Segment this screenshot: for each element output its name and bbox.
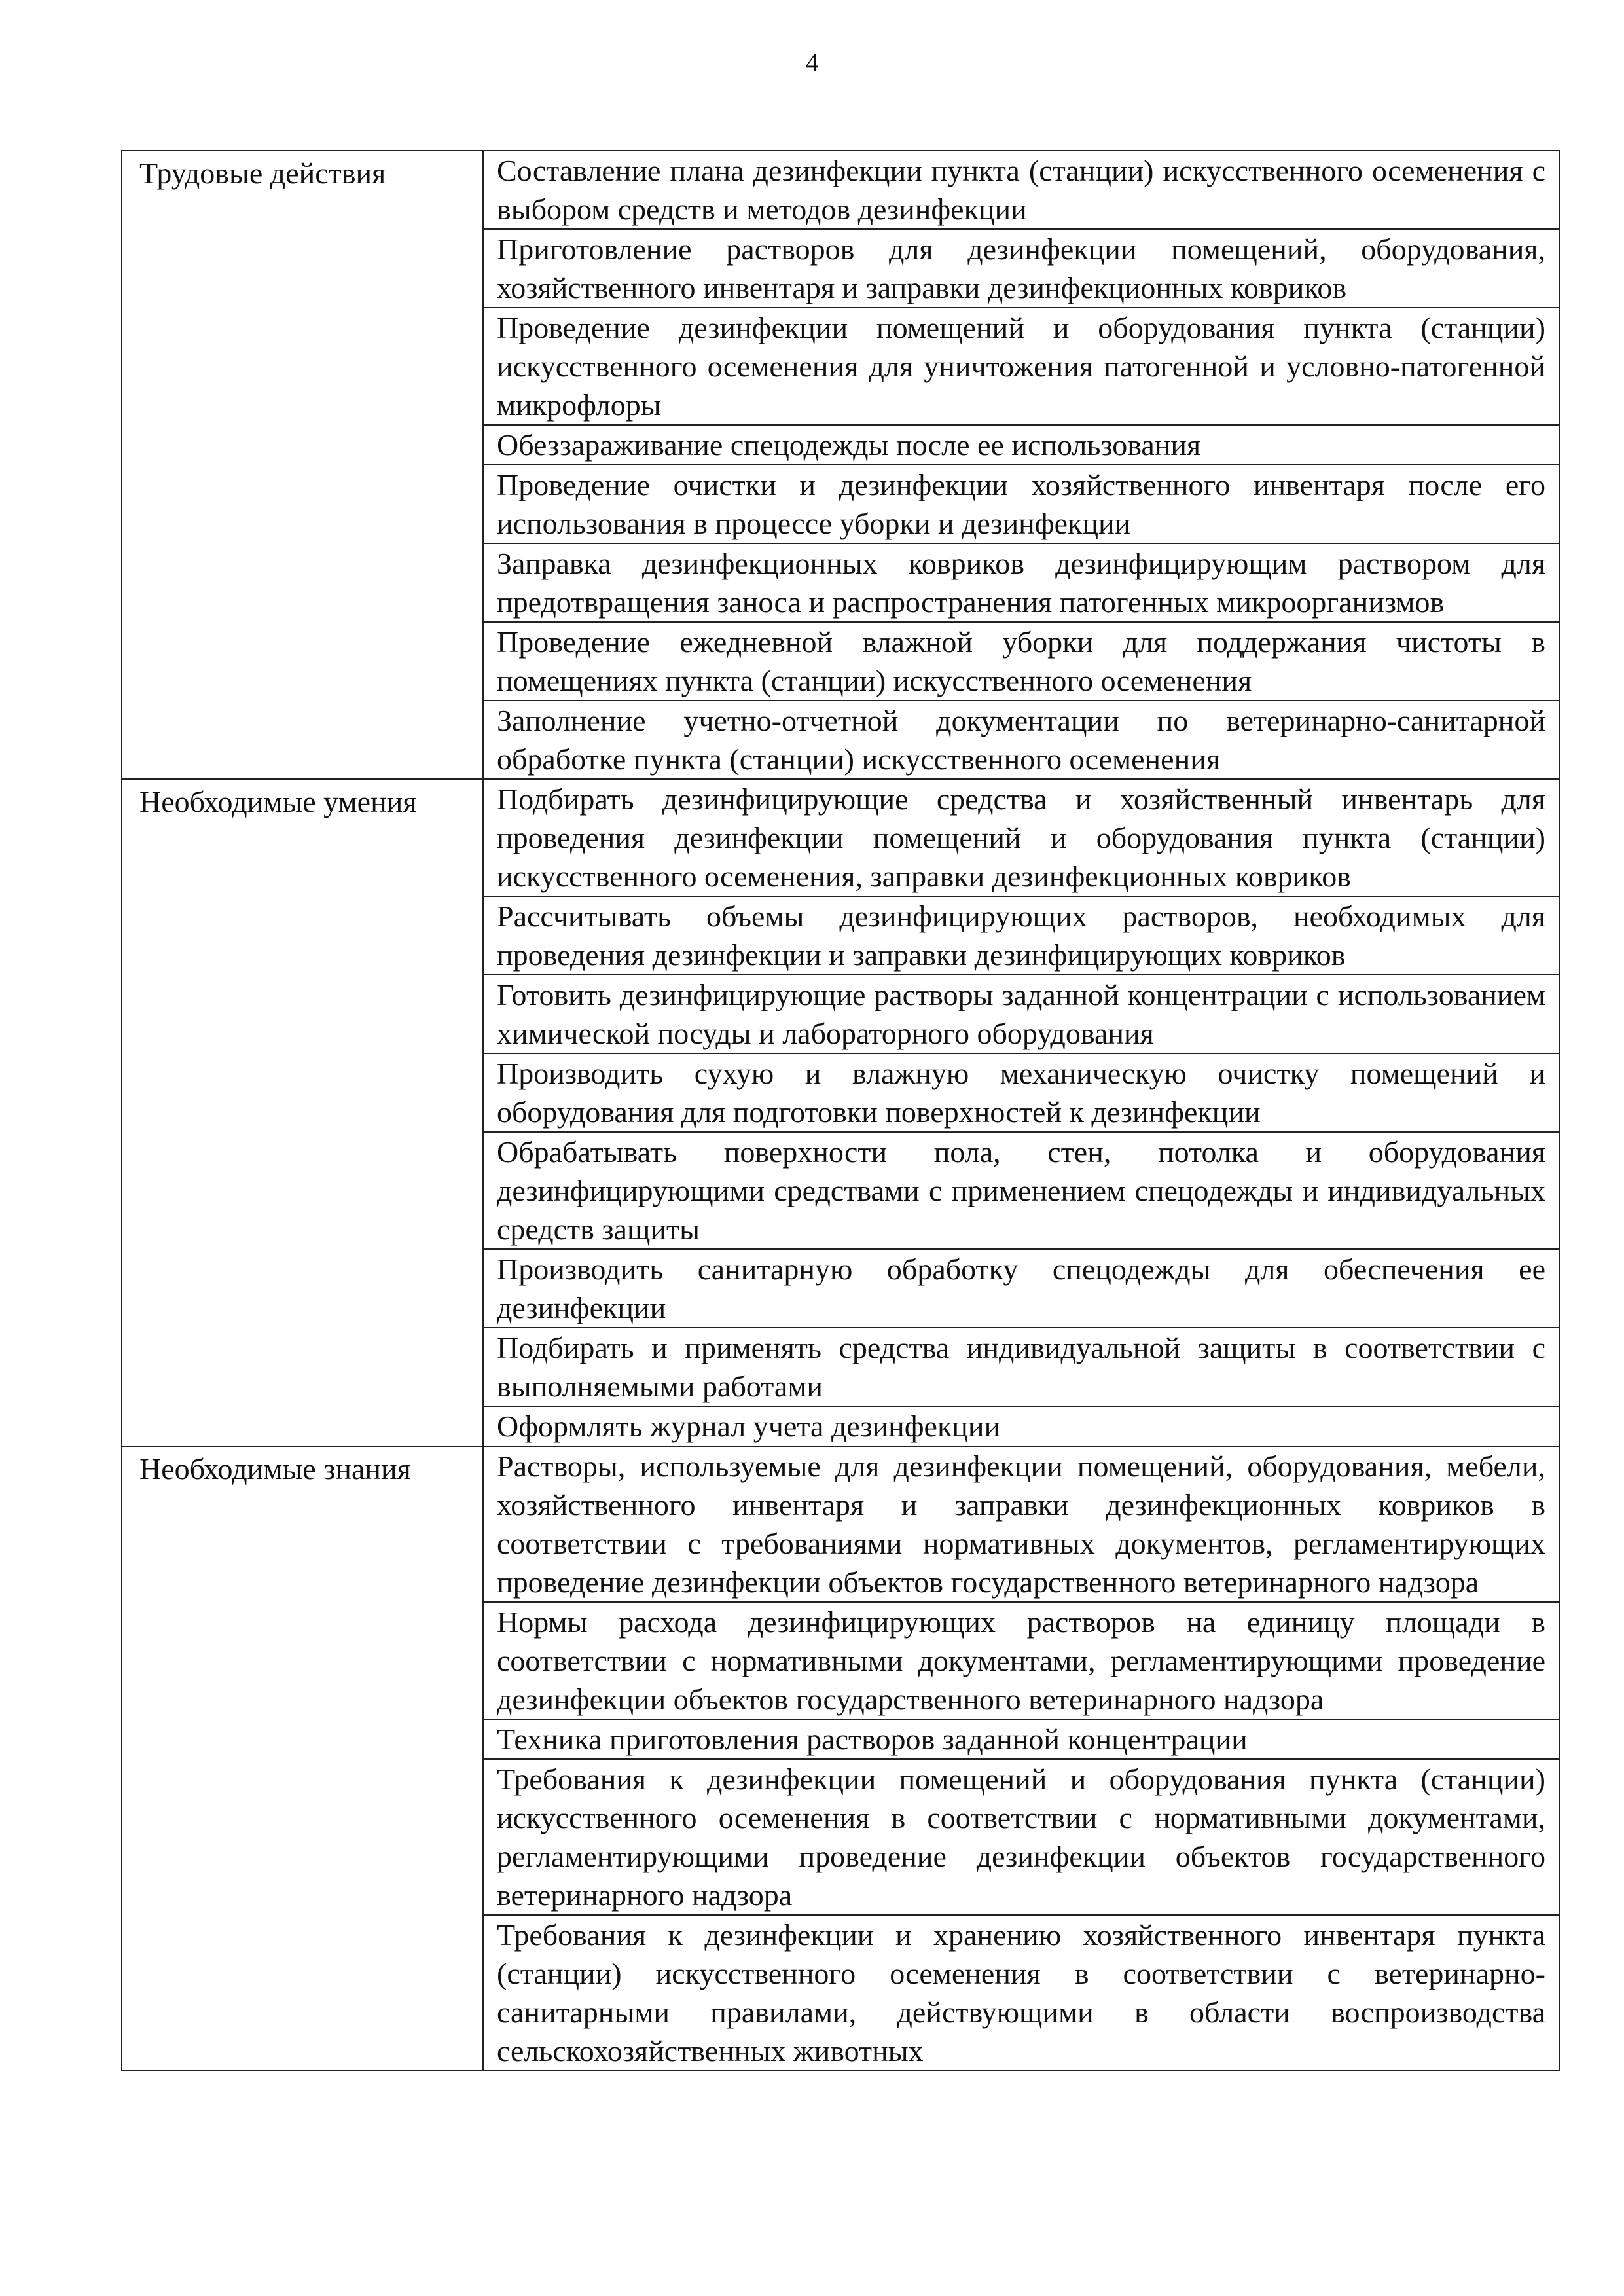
table-cell: Заправка дезинфекционных ковриков дезинфицирующим раствором для предотвращения заноса и распространения патогенных микроорганизмов xyxy=(483,543,1559,622)
table-cell: Приготовление растворов для дезинфекции помещений, оборудования, хозяйственного инвентаря и заправки дезинфекционных ковриков xyxy=(483,229,1559,308)
table-cell: Производить сухую и влажную механическую очистку помещений и оборудования для подготовки поверхностей к дезинфекции xyxy=(483,1053,1559,1132)
table-cell: Рассчитывать объемы дезинфицирующих растворов, необходимых для проведения дезинфекции и заправки дезинфицирующих ковриков xyxy=(483,896,1559,975)
table-cell: Подбирать и применять средства индивидуальной защиты в соответствии с выполняемыми работами xyxy=(483,1328,1559,1406)
table-cell: Производить санитарную обработку спецодежды для обеспечения ее дезинфекции xyxy=(483,1249,1559,1328)
table-cell: Проведение ежедневной влажной уборки для поддержания чистоты в помещениях пункта (станции) искусственного осеменения xyxy=(483,622,1559,701)
section-label-required-knowledge: Необходимые знания xyxy=(122,1446,483,2071)
table-cell: Составление плана дезинфекции пункта (станции) искусственного осеменения с выбором средств и методов дезинфекции xyxy=(483,151,1559,229)
page-number: 4 xyxy=(805,48,819,77)
table-row xyxy=(122,779,1559,896)
table-row xyxy=(122,1446,1559,1602)
qualification-table xyxy=(121,150,1560,2071)
table-cell: Нормы расхода дезинфицирующих растворов на единицу площади в соответствии с нормативными документами, регламентирующими проведение дезинфекции объектов государственного ветеринарного надзора xyxy=(483,1602,1559,1719)
table-cell: Готовить дезинфицирующие растворы заданной концентрации с использованием химической посуды и лабораторного оборудования xyxy=(483,975,1559,1053)
table-cell: Подбирать дезинфицирующие средства и хозяйственный инвентарь для проведения дезинфекции помещений и оборудования пункта (станции) искусственного осеменения, заправки дезинфекционных ковриков xyxy=(483,779,1559,896)
table-cell: Требования к дезинфекции помещений и оборудования пункта (станции) искусственного осеменения в соответствии с нормативными документами, регламентирующими проведение дезинфекции объектов государственного ветеринарного надзора xyxy=(483,1759,1559,1915)
table-cell: Оформлять журнал учета дезинфекции xyxy=(483,1406,1559,1446)
section-label-required-skills: Необходимые умения xyxy=(122,779,483,1446)
table-cell: Техника приготовления растворов заданной концентрации xyxy=(483,1719,1559,1759)
section-label-labor-actions: Трудовые действия xyxy=(122,151,483,779)
table-row xyxy=(122,151,1559,229)
table-cell: Обеззараживание спецодежды после ее использования xyxy=(483,425,1559,465)
table-cell: Заполнение учетно-отчетной документации по ветеринарно-санитарной обработке пункта (станции) искусственного осеменения xyxy=(483,701,1559,779)
table-cell: Требования к дезинфекции и хранению хозяйственного инвентаря пункта (станции) искусственного осеменения в соответствии с ветеринарно-санитарными правилами, действующими в области воспроизводства сельскохозяйственных животных xyxy=(483,1915,1559,2071)
table-cell: Проведение дезинфекции помещений и оборудования пункта (станции) искусственного осеменения для уничтожения патогенной и условно-патогенной микрофлоры xyxy=(483,308,1559,425)
table-cell: Проведение очистки и дезинфекции хозяйственного инвентаря после его использования в процессе уборки и дезинфекции xyxy=(483,465,1559,543)
table-cell: Растворы, используемые для дезинфекции помещений, оборудования, мебели, хозяйственного инвентаря и заправки дезинфекционных ковриков в соответствии с требованиями нормативных документов, регламентирующих проведение дезинфекции объектов государственного ветеринарного надзора xyxy=(483,1446,1559,1602)
table-cell: Обрабатывать поверхности пола, стен, потолка и оборудования дезинфицирующими средствами с применением спецодежды и индивидуальных средств защиты xyxy=(483,1132,1559,1249)
